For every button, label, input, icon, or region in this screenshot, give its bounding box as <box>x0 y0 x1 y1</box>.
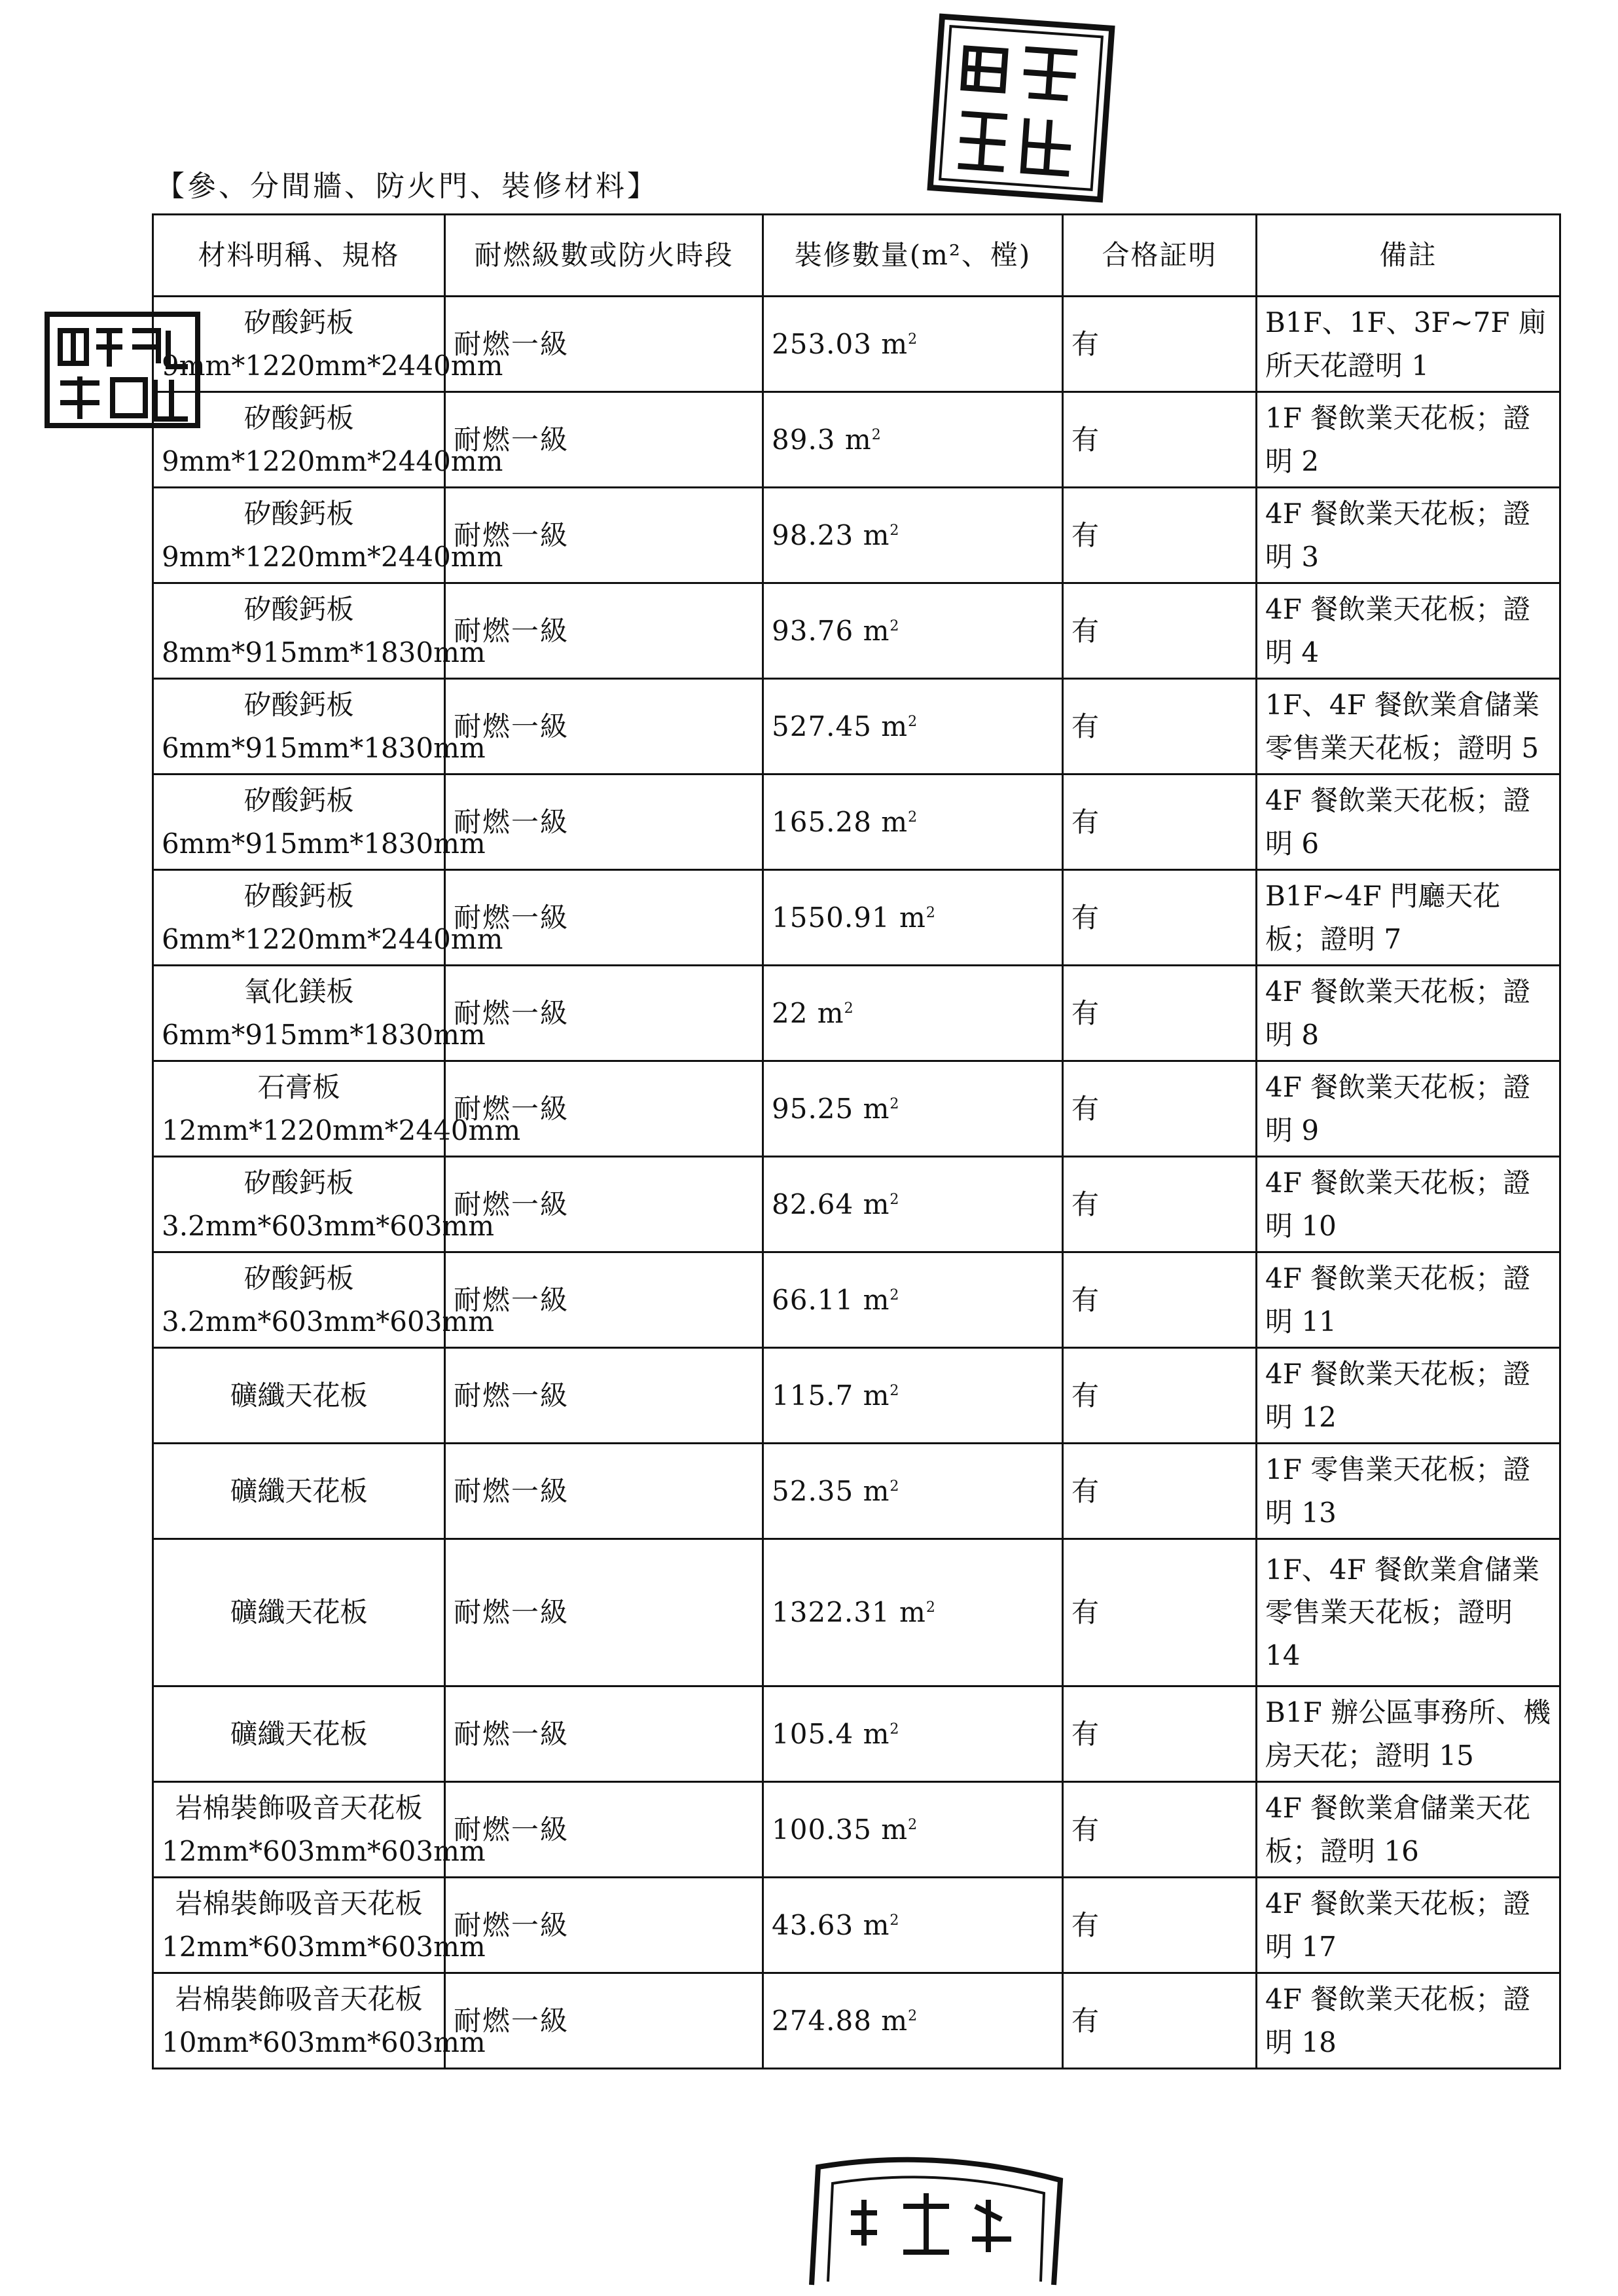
material-name: 矽酸鈣板 <box>243 1167 354 1199</box>
material-name-cell <box>153 1252 495 1348</box>
material-name-cell <box>153 1444 445 1539</box>
fire-grade: 耐燃一級 <box>445 1348 763 1444</box>
material-name: 矽酸鈣板 <box>243 593 354 626</box>
quantity: 95.25 m <box>772 1092 890 1125</box>
material-spec: 12mm*1220mm*2440mm <box>162 1114 521 1146</box>
certificate-status: 有 <box>1063 392 1257 488</box>
material-spec: 6mm*915mm*1830mm <box>162 1018 486 1051</box>
material-name-cell <box>153 1782 486 1878</box>
header-qty: 裝修數量(m²、樘) <box>763 215 1063 297</box>
quantity: 93.76 m <box>772 614 890 647</box>
table-row <box>153 1252 1560 1348</box>
material-spec: 8mm*915mm*1830mm <box>162 636 486 668</box>
material-name: 岩棉裝飾吸音天花板 <box>175 1887 423 1920</box>
fire-grade: 耐燃一級 <box>445 679 763 774</box>
material-name: 岩棉裝飾吸音天花板 <box>175 1983 423 2016</box>
material-name: 岩棉裝飾吸音天花板 <box>175 1792 423 1825</box>
material-name-cell <box>153 1157 495 1252</box>
material-name-cell <box>153 583 486 679</box>
quantity-cell <box>763 1444 1063 1539</box>
unit-exponent: 2 <box>908 809 918 826</box>
fire-grade: 耐燃一級 <box>445 966 763 1061</box>
quantity-cell <box>763 1878 1063 1973</box>
quantity: 274.88 m <box>772 2004 908 2037</box>
material-name: 矽酸鈣板 <box>243 402 354 435</box>
fire-grade: 耐燃一級 <box>445 1061 763 1157</box>
material-name-cell <box>153 392 503 488</box>
table-row <box>153 1878 1560 1973</box>
table-row <box>153 679 1560 774</box>
unit-exponent: 2 <box>890 1191 900 1208</box>
table-row <box>153 774 1560 870</box>
certificate-status: 有 <box>1063 1444 1257 1539</box>
material-name: 矽酸鈣板 <box>243 306 354 339</box>
unit-exponent: 2 <box>908 331 918 348</box>
table-row <box>153 1061 1560 1157</box>
quantity: 1550.91 m <box>772 901 926 934</box>
quantity: 165.28 m <box>772 805 908 838</box>
material-spec: 9mm*1220mm*2440mm <box>162 349 503 382</box>
unit-exponent: 2 <box>890 1095 900 1112</box>
material-spec: 9mm*1220mm*2440mm <box>162 445 503 477</box>
material-name: 石膏板 <box>257 1071 340 1104</box>
certificate-status: 有 <box>1063 1348 1257 1444</box>
remark: 4F 餐飲業天花板；證明 9 <box>1257 1061 1560 1157</box>
remark: 1F、4F 餐飲業倉儲業零售業天花板；證明 5 <box>1257 679 1560 774</box>
table-row <box>153 583 1560 679</box>
material-spec: 12mm*603mm*603mm <box>162 1930 486 1963</box>
official-seal-stamp-top <box>923 13 1119 203</box>
certificate-status: 有 <box>1063 1782 1257 1878</box>
unit-exponent: 2 <box>908 713 918 730</box>
fire-grade: 耐燃一級 <box>445 297 763 392</box>
quantity-cell <box>763 297 1063 392</box>
material-name-cell <box>153 488 503 583</box>
material-name: 礦纖天花板 <box>230 1379 368 1412</box>
table-row <box>153 966 1560 1061</box>
table-row <box>153 488 1560 583</box>
material-name: 矽酸鈣板 <box>243 498 354 530</box>
unit-exponent: 2 <box>890 522 900 539</box>
certificate-status: 有 <box>1063 1157 1257 1252</box>
table-row <box>153 1973 1560 2069</box>
table-row <box>153 1686 1560 1782</box>
section-title: 【參、分間牆、防火門、裝修材料】 <box>156 170 658 203</box>
quantity-cell <box>763 583 1063 679</box>
fire-grade: 耐燃一級 <box>445 488 763 583</box>
remark: 4F 餐飲業天花板；證明 17 <box>1257 1878 1560 1973</box>
material-name: 矽酸鈣板 <box>243 784 354 817</box>
quantity-cell <box>763 488 1063 583</box>
fire-grade: 耐燃一級 <box>445 870 763 966</box>
material-spec: 9mm*1220mm*2440mm <box>162 540 503 573</box>
fire-grade: 耐燃一級 <box>445 1157 763 1252</box>
quantity-cell <box>763 1252 1063 1348</box>
unit-exponent: 2 <box>890 1912 900 1929</box>
unit-exponent: 2 <box>926 1599 936 1616</box>
material-name-cell <box>153 679 486 774</box>
remark: 4F 餐飲業天花板；證明 4 <box>1257 583 1560 679</box>
material-name-cell <box>153 1878 486 1973</box>
material-name: 矽酸鈣板 <box>243 1262 354 1295</box>
remark: B1F~4F 門廳天花板；證明 7 <box>1257 870 1560 966</box>
unit-exponent: 2 <box>890 1721 900 1738</box>
material-name-cell <box>153 870 503 966</box>
material-name-cell <box>153 1539 445 1686</box>
table-row <box>153 1157 1560 1252</box>
fire-grade: 耐燃一級 <box>445 1973 763 2069</box>
unit-exponent: 2 <box>908 2007 918 2024</box>
table-row <box>153 1539 1560 1686</box>
fire-grade: 耐燃一級 <box>445 1878 763 1973</box>
fire-grade: 耐燃一級 <box>445 774 763 870</box>
quantity: 66.11 m <box>772 1283 890 1316</box>
material-spec: 6mm*915mm*1830mm <box>162 731 486 764</box>
material-name: 礦纖天花板 <box>230 1717 368 1750</box>
quantity-cell <box>763 1782 1063 1878</box>
material-name-cell <box>153 1686 445 1782</box>
header-note: 備註 <box>1257 215 1560 297</box>
unit-exponent: 2 <box>908 1816 918 1833</box>
certificate-status: 有 <box>1063 488 1257 583</box>
remark: 1F、4F 餐飲業倉儲業零售業天花板；證明 14 <box>1257 1539 1560 1686</box>
table-header-row <box>153 215 1560 297</box>
material-name-cell <box>153 966 486 1061</box>
quantity-cell <box>763 966 1063 1061</box>
certificate-status: 有 <box>1063 774 1257 870</box>
quantity-cell <box>763 1539 1063 1686</box>
material-name: 礦纖天花板 <box>230 1474 368 1507</box>
header-grade: 耐燃級數或防火時段 <box>445 215 763 297</box>
table-row <box>153 870 1560 966</box>
certificate-status: 有 <box>1063 870 1257 966</box>
table-row <box>153 1444 1560 1539</box>
quantity: 89.3 m <box>772 423 872 456</box>
table-row <box>153 1782 1560 1878</box>
quantity: 100.35 m <box>772 1813 908 1846</box>
table-row <box>153 392 1560 488</box>
fire-grade: 耐燃一級 <box>445 392 763 488</box>
material-spec: 6mm*915mm*1830mm <box>162 827 486 860</box>
quantity: 253.03 m <box>772 327 908 360</box>
material-name-cell <box>153 1973 486 2069</box>
table-row <box>153 297 1560 392</box>
material-spec: 6mm*1220mm*2440mm <box>162 922 503 955</box>
certificate-status: 有 <box>1063 1973 1257 2069</box>
fire-grade: 耐燃一級 <box>445 1444 763 1539</box>
material-name-cell <box>153 774 486 870</box>
quantity-cell <box>763 1973 1063 2069</box>
certificate-status: 有 <box>1063 1539 1257 1686</box>
remark: 4F 餐飲業天花板；證明 8 <box>1257 966 1560 1061</box>
unit-exponent: 2 <box>871 426 882 443</box>
remark: 4F 餐飲業天花板；證明 6 <box>1257 774 1560 870</box>
fire-grade: 耐燃一級 <box>445 1539 763 1686</box>
official-seal-stamp-bottom <box>799 2154 1073 2291</box>
quantity: 43.63 m <box>772 1908 890 1941</box>
material-name: 氧化鎂板 <box>243 975 354 1008</box>
unit-exponent: 2 <box>890 1382 900 1399</box>
quantity-cell <box>763 870 1063 966</box>
certificate-status: 有 <box>1063 1878 1257 1973</box>
remark: B1F 辦公區事務所、機房天花；證明 15 <box>1257 1686 1560 1782</box>
remark: 4F 餐飲業天花板；證明 12 <box>1257 1348 1560 1444</box>
remark: 4F 餐飲業倉儲業天花板；證明 16 <box>1257 1782 1560 1878</box>
header-cert: 合格証明 <box>1063 215 1257 297</box>
remark: 4F 餐飲業天花板；證明 10 <box>1257 1157 1560 1252</box>
quantity-cell <box>763 1061 1063 1157</box>
table-row <box>153 1348 1560 1444</box>
quantity-cell <box>763 679 1063 774</box>
unit-exponent: 2 <box>890 617 900 634</box>
unit-exponent: 2 <box>844 1000 854 1017</box>
header-name: 材料明稱、規格 <box>153 215 445 297</box>
certificate-status: 有 <box>1063 297 1257 392</box>
quantity: 52.35 m <box>772 1474 890 1507</box>
fire-grade: 耐燃一級 <box>445 1782 763 1878</box>
material-name: 矽酸鈣板 <box>243 880 354 913</box>
quantity-cell <box>763 1348 1063 1444</box>
material-name: 礦纖天花板 <box>230 1596 368 1629</box>
quantity-cell <box>763 774 1063 870</box>
material-name-cell <box>153 297 503 392</box>
certificate-status: 有 <box>1063 583 1257 679</box>
certificate-status: 有 <box>1063 1252 1257 1348</box>
certificate-status: 有 <box>1063 679 1257 774</box>
remark: 4F 餐飲業天花板；證明 18 <box>1257 1973 1560 2069</box>
remark: 4F 餐飲業天花板；證明 11 <box>1257 1252 1560 1348</box>
material-spec: 10mm*603mm*603mm <box>162 2026 486 2058</box>
material-spec: 3.2mm*603mm*603mm <box>162 1209 495 1242</box>
quantity-cell <box>763 1686 1063 1782</box>
fire-grade: 耐燃一級 <box>445 1686 763 1782</box>
quantity-cell <box>763 1157 1063 1252</box>
material-name-cell <box>153 1348 445 1444</box>
certificate-status: 有 <box>1063 966 1257 1061</box>
quantity: 1322.31 m <box>772 1596 926 1629</box>
material-spec: 3.2mm*603mm*603mm <box>162 1305 495 1338</box>
quantity: 22 m <box>772 996 844 1029</box>
certificate-status: 有 <box>1063 1061 1257 1157</box>
remark: 4F 餐飲業天花板；證明 3 <box>1257 488 1560 583</box>
fire-grade: 耐燃一級 <box>445 1252 763 1348</box>
material-name: 矽酸鈣板 <box>243 689 354 721</box>
materials-table <box>152 213 1561 2069</box>
material-spec: 12mm*603mm*603mm <box>162 1834 486 1867</box>
remark: 1F 零售業天花板；證明 13 <box>1257 1444 1560 1539</box>
remark: 1F 餐飲業天花板；證明 2 <box>1257 392 1560 488</box>
quantity: 115.7 m <box>772 1379 890 1412</box>
certificate-status: 有 <box>1063 1686 1257 1782</box>
remark: B1F、1F、3F~7F 廁所天花證明 1 <box>1257 297 1560 392</box>
quantity: 98.23 m <box>772 519 890 551</box>
unit-exponent: 2 <box>890 1478 900 1495</box>
quantity: 105.4 m <box>772 1717 890 1750</box>
quantity: 82.64 m <box>772 1188 890 1220</box>
quantity: 527.45 m <box>772 710 908 742</box>
fire-grade: 耐燃一級 <box>445 583 763 679</box>
unit-exponent: 2 <box>890 1286 900 1303</box>
unit-exponent: 2 <box>926 904 936 921</box>
table-body <box>153 297 1560 2069</box>
quantity-cell <box>763 392 1063 488</box>
